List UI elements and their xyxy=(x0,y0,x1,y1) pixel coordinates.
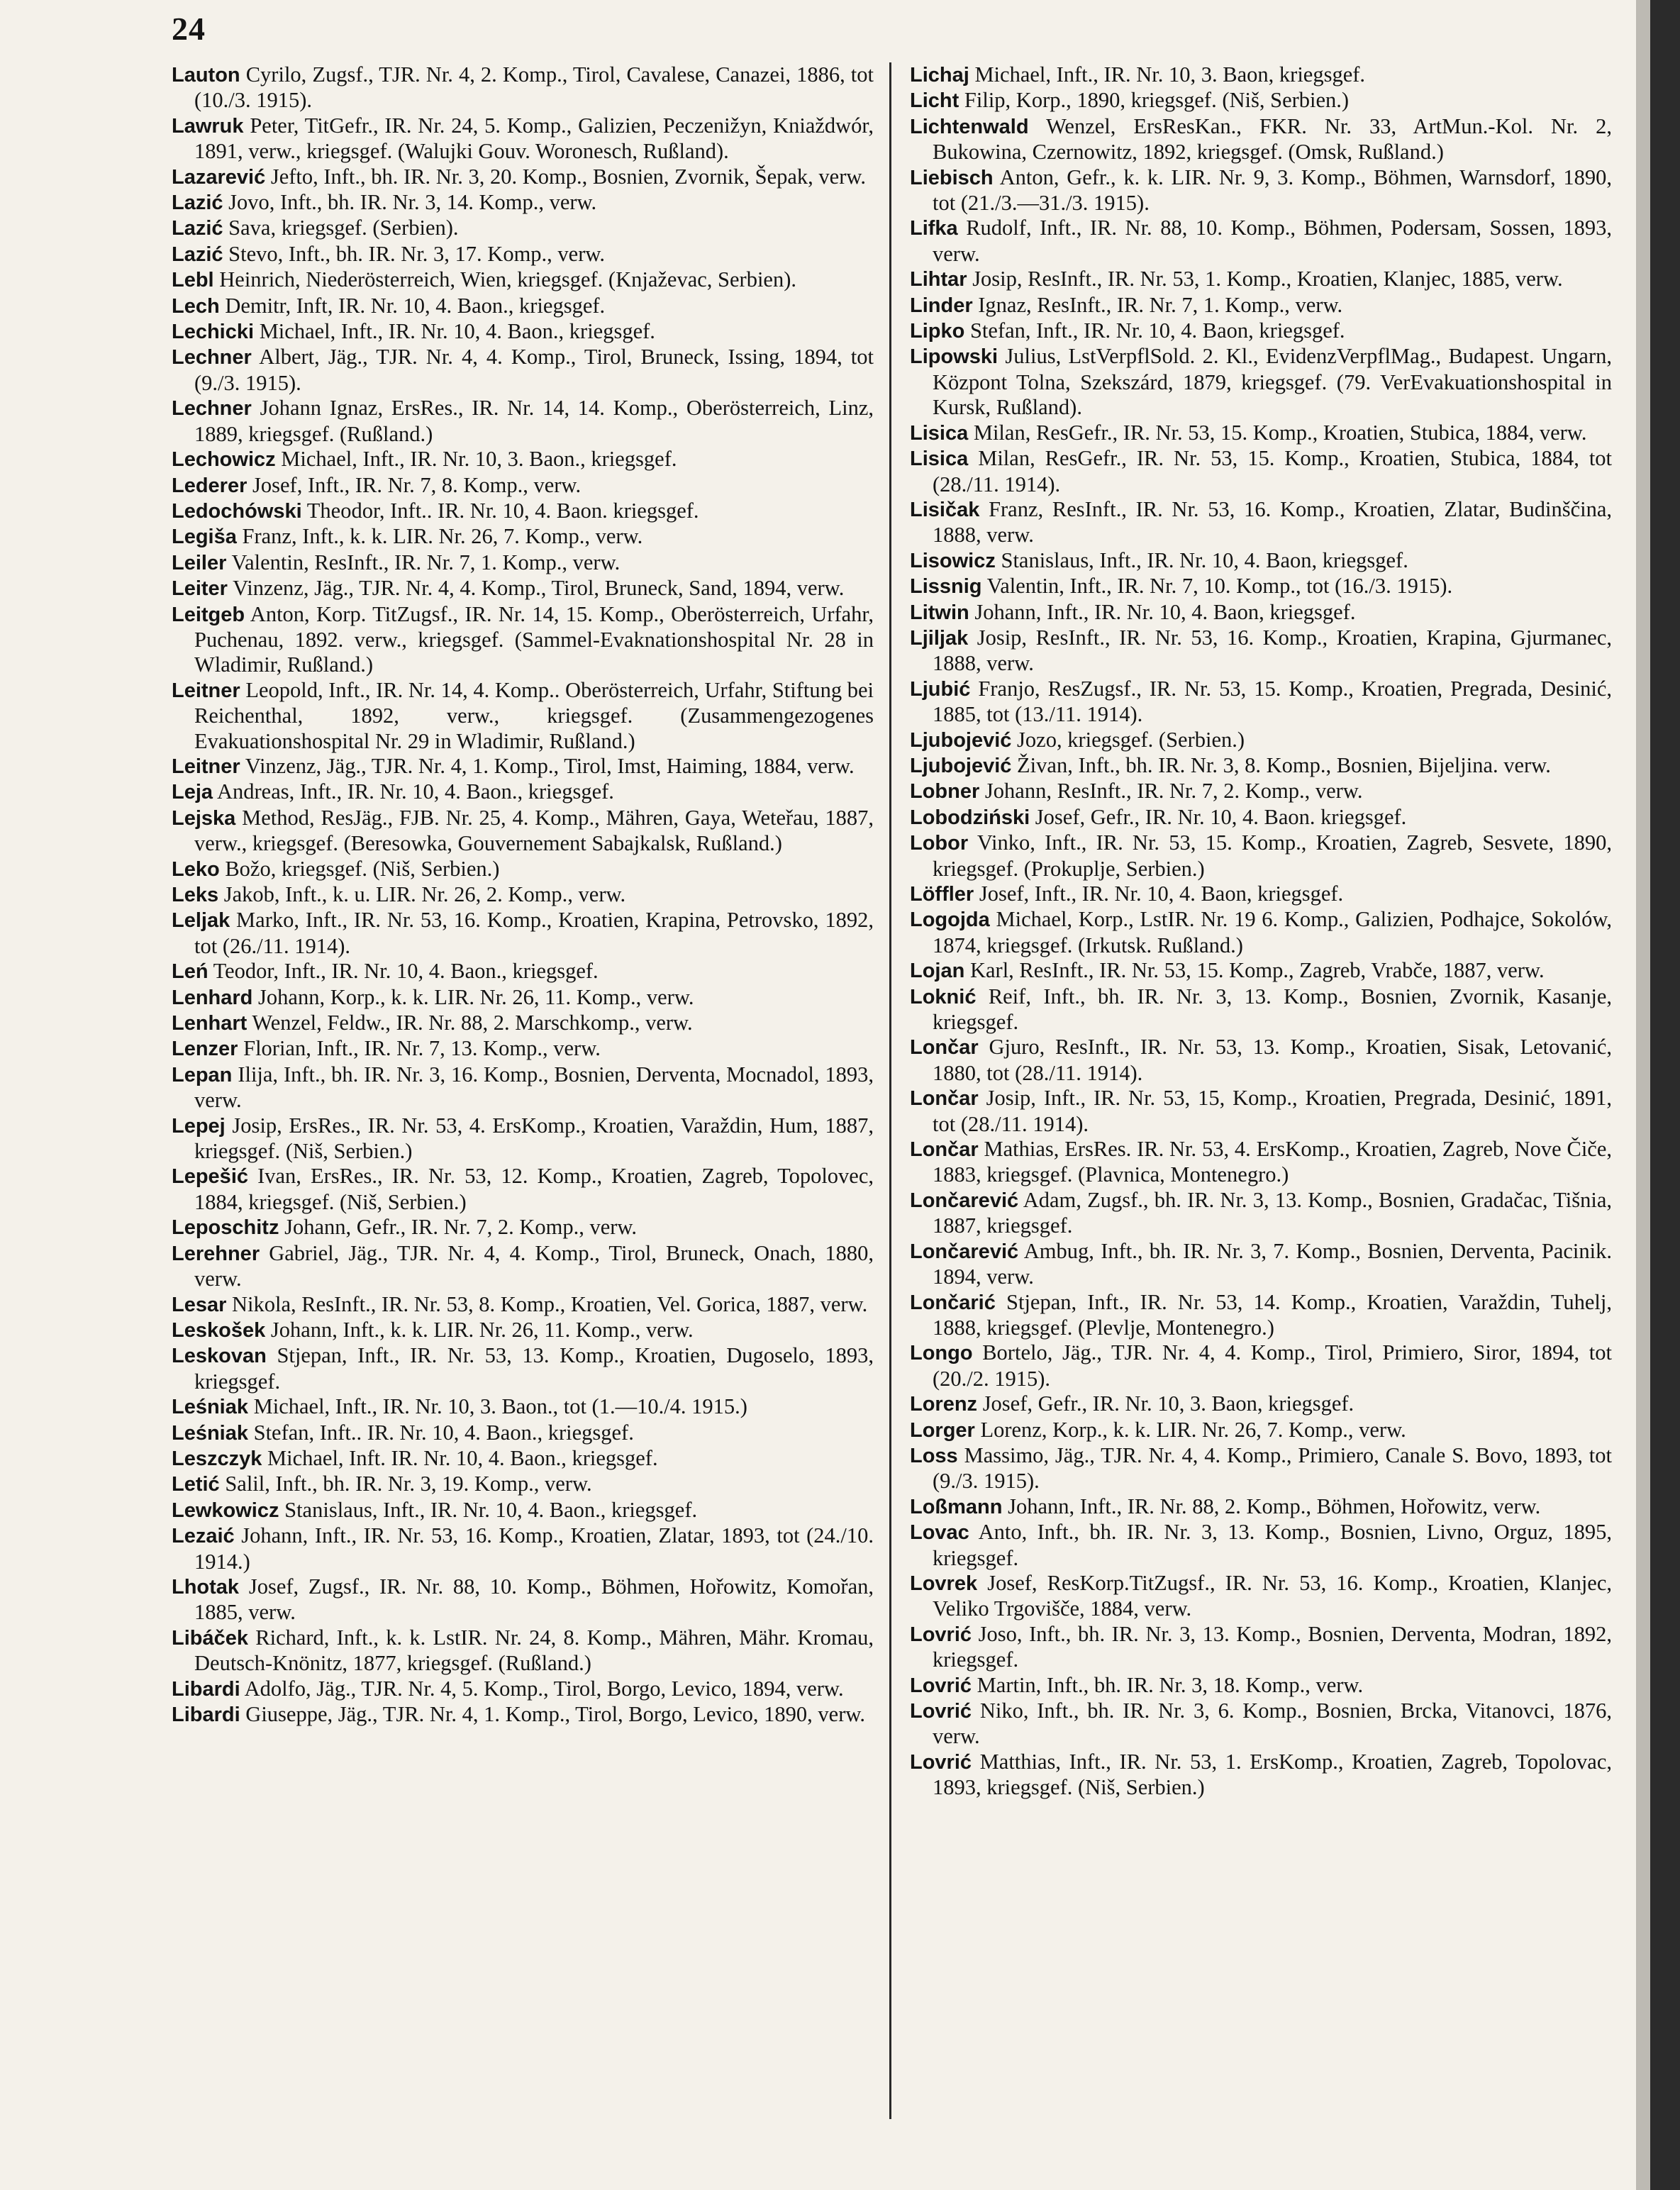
entry-details: Mathias, ErsRes. IR. Nr. 53, 4. ErsKomp., Kroatien, Zagreb, Nove Čiče, 1883, kriegsgef. (Plavnica, Montenegro.) xyxy=(933,1137,1612,1187)
list-entry xyxy=(172,319,874,345)
entry-surname: Letić xyxy=(172,1473,220,1496)
entry-surname: Leiter xyxy=(172,577,228,601)
list-entry xyxy=(172,396,874,447)
entry-surname: Lojan xyxy=(910,960,965,983)
list-entry xyxy=(910,1340,1612,1391)
entry-surname: Lauton xyxy=(172,64,240,87)
entry-details: Demitr, Inft, IR. Nr. 10, 4. Baon., kriegsgef. xyxy=(225,293,606,318)
entry-surname: Lovac xyxy=(910,1521,969,1545)
entry-details: Niko, Inft., bh. IR. Nr. 3, 6. Komp., Bosnien, Brcka, Vitanovci, 1876, verw. xyxy=(933,1699,1613,1749)
entry-details: Stanislaus, Inft., IR. Nr. 10, 4. Baon., kriegsgef. xyxy=(284,1497,698,1522)
entry-surname: Legiša xyxy=(172,526,237,549)
list-entry xyxy=(172,602,874,678)
entry-surname: Leljak xyxy=(172,909,230,933)
list-entry xyxy=(910,421,1612,446)
entry-details: Johann, Inft., k. k. LIR. Nr. 26, 11. Komp., verw. xyxy=(270,1317,694,1342)
entry-surname: Lazić xyxy=(172,243,223,266)
entry-surname: Lerehner xyxy=(172,1242,260,1265)
list-entry xyxy=(910,267,1612,292)
entry-surname: Lepešić xyxy=(172,1165,248,1189)
entry-surname: Lorger xyxy=(910,1418,975,1442)
entry-details: Johann, Korp., k. k. LIR. Nr. 26, 11. Komp., verw. xyxy=(258,984,694,1009)
entry-details: Andreas, Inft., IR. Nr. 10, 4. Baon., kriegsgef. xyxy=(216,779,614,804)
list-entry xyxy=(172,294,874,319)
list-entry xyxy=(910,1494,1612,1520)
list-entry xyxy=(910,1443,1612,1494)
list-entry xyxy=(172,1113,874,1165)
list-entry xyxy=(172,1523,874,1574)
entry-details: Teodor, Inft., IR. Nr. 10, 4. Baon., kriegsgef. xyxy=(213,959,599,984)
entry-details: Valentin, Inft., IR. Nr. 7, 10. Komp., tot (16./3. 1915). xyxy=(986,574,1453,599)
entry-details: Ambug, Inft., bh. IR. Nr. 3, 7. Komp., Bosnien, Derventa, Pacinik. 1894, verw. xyxy=(933,1238,1613,1289)
list-entry xyxy=(910,984,1612,1035)
list-entry xyxy=(910,907,1612,958)
entry-surname: Lechicki xyxy=(172,321,255,344)
entry-details: Stefan, Inft., IR. Nr. 10, 4. Baon, kriegsgef. xyxy=(969,318,1345,343)
list-entry xyxy=(172,1498,874,1523)
list-entry xyxy=(910,626,1612,677)
entry-details: Karl, ResInft., IR. Nr. 53, 15. Komp., Zagreb, Vrabče, 1887, verw. xyxy=(969,958,1545,983)
entry-surname: Lechner xyxy=(172,397,252,421)
list-entry xyxy=(910,728,1612,753)
entry-surname: Libáček xyxy=(172,1626,248,1650)
list-entry xyxy=(910,293,1612,318)
entry-surname: Lončarić xyxy=(910,1291,996,1314)
entry-surname: Lobner xyxy=(910,780,980,804)
entry-details: Milan, ResGefr., IR. Nr. 53, 15. Komp., Kroatien, Stubica, 1884, tot (28./11. 1914). xyxy=(933,446,1613,496)
entry-details: Stefan, Inft.. IR. Nr. 10, 4. Baon., kriegsgef. xyxy=(253,1420,634,1445)
entry-details: Vinzenz, Jäg., TJR. Nr. 4, 4. Komp., Tirol, Bruneck, Sand, 1894, verw. xyxy=(233,576,845,601)
entry-details: Anton, Korp. TitZugsf., IR. Nr. 14, 15. Komp., Oberösterreich, Urfahr, Puchenau, 1892. verw., kriegsgef. (Sammel-Evaknationshospital Nr. 28 in Wladimir, Rußland.) xyxy=(194,601,874,677)
entry-details: Ignaz, ResInft., IR. Nr. 7, 1. Komp., verw. xyxy=(978,292,1343,317)
list-entry xyxy=(172,550,874,576)
entry-details: Stjepan, Inft., IR. Nr. 53, 14. Komp., Kroatien, Varaždin, Tuhelj, 1888, kriegsgef. (Plevlje, Montenegro.) xyxy=(933,1289,1613,1340)
list-entry xyxy=(172,473,874,499)
entry-surname: Lissnig xyxy=(910,575,982,599)
entry-surname: Lenzer xyxy=(172,1038,238,1061)
entry-surname: Loss xyxy=(910,1444,958,1467)
entry-surname: Lončar xyxy=(910,1036,979,1060)
entry-surname: Lazić xyxy=(172,217,223,240)
list-entry xyxy=(172,62,874,113)
left-column xyxy=(172,62,874,1728)
list-entry xyxy=(172,1164,874,1215)
list-entry xyxy=(910,88,1612,113)
entry-surname: Lewkowicz xyxy=(172,1499,279,1522)
entry-surname: Libardi xyxy=(172,1677,240,1701)
entry-details: Johann, Inft., IR. Nr. 88, 2. Komp., Böhmen, Hořowitz, verw. xyxy=(1008,1494,1541,1518)
entry-details: Jefto, Inft., bh. IR. Nr. 3, 20. Komp., Bosnien, Zvornik, Šepak, verw. xyxy=(270,164,867,189)
list-entry xyxy=(910,1035,1612,1086)
entry-details: Johann, Gefr., IR. Nr. 7, 2. Komp., verw. xyxy=(284,1215,638,1240)
list-entry xyxy=(910,779,1612,804)
list-entry xyxy=(910,1418,1612,1443)
entry-details: Bortelo, Jäg., TJR. Nr. 4, 4. Komp., Tirol, Primiero, Siror, 1894, tot (20./2. 1915). xyxy=(933,1340,1613,1391)
entry-details: Božo, kriegsgef. (Niš, Serbien.) xyxy=(225,856,500,881)
entry-surname: Lepan xyxy=(172,1063,233,1086)
entry-surname: Lhotak xyxy=(172,1575,240,1599)
entry-details: Martin, Inft., bh. IR. Nr. 3, 18. Komp., verw. xyxy=(977,1672,1364,1697)
entry-surname: Lechowicz xyxy=(172,448,276,472)
list-entry xyxy=(172,499,874,524)
entry-details: Johann, Inft., IR. Nr. 10, 4. Baon, kriegsgef. xyxy=(974,599,1356,624)
entry-surname: Lobor xyxy=(910,832,969,855)
column-divider xyxy=(889,62,891,2119)
list-entry xyxy=(172,1215,874,1240)
entry-details: Jovo, Inft., bh. IR. Nr. 3, 14. Komp., verw. xyxy=(228,190,597,215)
list-entry xyxy=(910,1520,1612,1571)
entry-details: Josip, Inft., IR. Nr. 53, 15, Komp., Kroatien, Pregrada, Desinić, 1891, tot (28./11. 1914). xyxy=(933,1086,1613,1136)
list-entry xyxy=(172,1394,874,1420)
entry-details: Valentin, ResInft., IR. Nr. 7, 1. Komp., verw. xyxy=(231,550,621,574)
list-entry xyxy=(910,1622,1612,1673)
list-entry xyxy=(172,1677,874,1702)
entry-surname: Leiler xyxy=(172,551,227,574)
entry-details: Wenzel, Feldw., IR. Nr. 88, 2. Marschkomp., verw. xyxy=(252,1011,693,1035)
page-edge-shadow xyxy=(1636,0,1650,2190)
list-entry xyxy=(172,908,874,959)
entry-details: Rudolf, Inft., IR. Nr. 88, 10. Komp., Böhmen, Podersam, Sossen, 1893, verw. xyxy=(933,216,1612,266)
list-entry xyxy=(910,958,1612,984)
entry-details: Franz, ResInft., IR. Nr. 53, 16. Komp., Kroatien, Zlatar, Budinščina, 1888, verw. xyxy=(933,496,1612,548)
entry-surname: Loßmann xyxy=(910,1495,1003,1518)
entry-surname: Lifka xyxy=(910,217,958,240)
entry-surname: Lebl xyxy=(172,269,214,292)
entry-surname: Lenhart xyxy=(172,1012,247,1035)
list-entry xyxy=(172,1062,874,1113)
entry-details: Anton, Gefr., k. k. LIR. Nr. 9, 3. Komp., Böhmen, Warnsdorf, 1890, tot (21./3.—31./3. 1915). xyxy=(933,165,1612,216)
entry-details: Adolfo, Jäg., TJR. Nr. 4, 5. Komp., Tirol, Borgo, Levico, 1894, verw. xyxy=(244,1676,844,1701)
entry-surname: Longo xyxy=(910,1342,973,1365)
list-entry xyxy=(172,345,874,396)
entry-details: Sava, kriegsgef. (Serbien). xyxy=(228,216,459,240)
entry-surname: Lezaić xyxy=(172,1525,235,1548)
entry-surname: Lederer xyxy=(172,474,247,497)
entry-details: Michael, Inft., IR. Nr. 10, 3. Baon., kriegsgef. xyxy=(281,447,677,472)
entry-details: Franjo, ResZugsf., IR. Nr. 53, 15. Komp., Kroatien, Pregrada, Desinić, 1885, tot (13./11. 1914). xyxy=(933,676,1612,727)
list-entry xyxy=(172,216,874,241)
entry-details: Josef, Inft., IR. Nr. 10, 4. Baon, kriegsgef. xyxy=(979,882,1344,906)
entry-surname: Lihtar xyxy=(910,268,967,291)
entry-details: Stevo, Inft., bh. IR. Nr. 3, 17. Komp., verw. xyxy=(228,241,606,266)
entry-surname: Leja xyxy=(172,781,213,804)
right-column xyxy=(910,62,1612,1801)
entry-details: Živan, Inft., bh. IR. Nr. 3, 8. Komp., Bosnien, Bijeljina. verw. xyxy=(1017,752,1551,777)
list-entry xyxy=(172,1421,874,1446)
list-entry xyxy=(172,524,874,550)
entry-surname: Leskovan xyxy=(172,1345,267,1368)
entry-details: Johann, Inft., IR. Nr. 53, 16. Komp., Kroatien, Zlatar, 1893, tot (24./10. 1914.) xyxy=(194,1523,874,1574)
entry-details: Salil, Inft., bh. IR. Nr. 3, 19. Komp., verw. xyxy=(225,1472,592,1496)
list-entry xyxy=(172,1011,874,1036)
entry-details: Michael, Inft., IR. Nr. 10, 4. Baon., kriegsgef. xyxy=(259,319,655,344)
entry-surname: Lovrić xyxy=(910,1674,972,1697)
list-entry xyxy=(910,1188,1612,1239)
entry-details: Vinko, Inft., IR. Nr. 53, 15. Komp., Kroatien, Zagreb, Sesvete, 1890, kriegsgef. (Prokuplje, Serbien.) xyxy=(933,830,1612,881)
entry-details: Jozo, kriegsgef. (Serbien.) xyxy=(1017,727,1245,752)
entry-details: Joso, Inft., bh. IR. Nr. 3, 13. Komp., Bosnien, Derventa, Modran, 1892, kriegsgef. xyxy=(933,1621,1612,1672)
entry-details: Lorenz, Korp., k. k. LIR. Nr. 26, 7. Komp., verw. xyxy=(980,1417,1406,1442)
entry-details: Michael, Inft., IR. Nr. 10, 3. Baon, kriegsgef. xyxy=(974,62,1366,87)
entry-surname: Lisica xyxy=(910,421,969,445)
list-entry xyxy=(910,548,1612,574)
entry-surname: Lisičak xyxy=(910,498,980,521)
list-entry xyxy=(172,447,874,472)
list-entry xyxy=(910,830,1612,882)
list-entry xyxy=(172,959,874,984)
entry-details: Johann, ResInft., IR. Nr. 7, 2. Komp., verw. xyxy=(984,779,1363,804)
entry-details: Josef, Inft., IR. Nr. 7, 8. Komp., verw. xyxy=(252,472,582,497)
list-entry xyxy=(172,1446,874,1472)
entry-surname: Lawruk xyxy=(172,114,244,138)
entry-surname: Leitgeb xyxy=(172,603,245,626)
list-entry xyxy=(172,1574,874,1625)
list-entry xyxy=(172,576,874,601)
entry-details: Josip, ResInft., IR. Nr. 53, 16. Komp., Kroatien, Krapina, Gjurmanec, 1888, verw. xyxy=(933,625,1612,676)
entry-surname: Leskošek xyxy=(172,1318,266,1342)
list-entry xyxy=(910,600,1612,626)
list-entry xyxy=(910,1673,1612,1699)
list-entry xyxy=(172,1625,874,1677)
list-entry xyxy=(172,165,874,190)
entry-details: Wenzel, ErsResKan., FKR. Nr. 33, ArtMun.-Kol. Nr. 2, Bukowina, Czernowitz, 1892, kriegsgef. (Omsk, Rußland.) xyxy=(933,113,1613,165)
list-entry xyxy=(910,1290,1612,1341)
entry-surname: Lesar xyxy=(172,1293,227,1316)
entry-details: Milan, ResGefr., IR. Nr. 53, 15. Komp., Kroatien, Stubica, 1884, verw. xyxy=(973,420,1587,445)
entry-surname: Loknić xyxy=(910,985,977,1008)
entry-details: Theodor, Inft.. IR. Nr. 10, 4. Baon. kriegsgef. xyxy=(306,498,699,523)
entry-details: Franz, Inft., k. k. LIR. Nr. 26, 7. Komp., verw. xyxy=(242,524,643,549)
entry-surname: Lepej xyxy=(172,1114,226,1138)
entry-surname: Leszczyk xyxy=(172,1447,262,1470)
list-entry xyxy=(172,1702,874,1728)
list-entry xyxy=(172,985,874,1011)
list-entry xyxy=(172,267,874,293)
entry-surname: Lovrić xyxy=(910,1700,972,1723)
page-number: 24 xyxy=(172,11,206,47)
list-entry xyxy=(172,678,874,754)
entry-surname: Leposchitz xyxy=(172,1216,279,1240)
entry-surname: Licht xyxy=(910,89,959,113)
entry-surname: Leń xyxy=(172,960,208,984)
list-entry xyxy=(910,1699,1612,1750)
list-entry xyxy=(910,216,1612,267)
list-entry xyxy=(172,190,874,216)
entry-surname: Lechner xyxy=(172,346,252,369)
entry-details: Matthias, Inft., IR. Nr. 53, 1. ErsKomp., Kroatien, Zagreb, Topolovac, 1893, kriegsgef. (Niš, Serbien.) xyxy=(933,1749,1612,1800)
list-entry xyxy=(910,574,1612,599)
entry-surname: Leitner xyxy=(172,679,240,702)
entry-details: Josip, ResInft., IR. Nr. 53, 1. Komp., Kroatien, Klanjec, 1885, verw. xyxy=(972,267,1563,291)
entry-details: Peter, TitGefr., IR. Nr. 24, 5. Komp., Galizien, Peczenižyn, Kniaždwór, 1891, verw., kriegsgef. (Walujki Gouv. Woronesch, Rußland). xyxy=(194,113,874,164)
entry-surname: Leko xyxy=(172,857,220,881)
entry-details: Adam, Zugsf., bh. IR. Nr. 3, 13. Komp., Bosnien, Gradačac, Tišnia, 1887, kriegsgef. xyxy=(933,1187,1612,1238)
entry-details: Nikola, ResInft., IR. Nr. 53, 8. Komp., Kroatien, Vel. Gorica, 1887, verw. xyxy=(232,1291,868,1316)
entry-surname: Lazarević xyxy=(172,165,266,189)
entry-details: Vinzenz, Jäg., TJR. Nr. 4, 1. Komp., Tirol, Imst, Haiming, 1884, verw. xyxy=(245,753,855,778)
list-entry xyxy=(910,1086,1612,1137)
list-entry xyxy=(910,165,1612,216)
list-entry xyxy=(910,344,1612,420)
entry-details: Marko, Inft., IR. Nr. 53, 16. Komp., Kroatien, Krapina, Petrovsko, 1892, tot (26./11. 1914). xyxy=(194,908,874,958)
entry-details: Michael, Korp., LstIR. Nr. 19 6. Komp., Galizien, Podhajce, Sokolów, 1874, kriegsgef. (Irkutsk. Rußland.) xyxy=(933,907,1612,957)
entry-details: Florian, Inft., IR. Nr. 7, 13. Komp., verw. xyxy=(243,1036,601,1061)
entry-surname: Lončarević xyxy=(910,1189,1019,1212)
entry-details: Julius, LstVerpflSold. 2. Kl., EvidenzVerpflMag., Budapest. Ungarn, Központ Tolna, Szekszárd, 1879, kriegsgef. (79. VerEvakuationshospital in Kursk, Rußland). xyxy=(933,344,1612,420)
list-entry xyxy=(910,446,1612,497)
entry-details: Jakob, Inft., k. u. LIR. Nr. 26, 2. Komp., verw. xyxy=(223,882,626,906)
entry-surname: Lovrek xyxy=(910,1572,978,1595)
entry-details: Ivan, ErsRes., IR. Nr. 53, 12. Komp., Kroatien, Zagreb, Topolovec, 1884, kriegsgef. (Niš, Serbien.) xyxy=(194,1164,874,1214)
entry-surname: Liebisch xyxy=(910,166,994,189)
entry-surname: Leśniak xyxy=(172,1396,248,1419)
entry-details: Josip, ErsRes., IR. Nr. 53, 4. ErsKomp., Kroatien, Varaždin, Hum, 1887, kriegsgef. (Niš, Serbien.) xyxy=(194,1113,874,1164)
entry-details: Heinrich, Niederösterreich, Wien, kriegsgef. (Knjaževac, Serbien). xyxy=(219,267,796,292)
entry-surname: Lovrić xyxy=(910,1623,972,1646)
entry-details: Michael, Inft. IR. Nr. 10, 4. Baon., kriegsgef. xyxy=(267,1445,658,1470)
entry-details: Josef, ResKorp.TitZugsf., IR. Nr. 53, 16. Komp., Kroatien, Klanjec, Veliko Trgovišče, 1884, verw. xyxy=(933,1570,1612,1621)
entry-surname: Lorenz xyxy=(910,1393,978,1416)
entry-surname: Leśniak xyxy=(172,1421,248,1445)
list-entry xyxy=(910,497,1612,548)
list-entry xyxy=(910,1391,1612,1417)
entry-surname: Leitner xyxy=(172,755,240,778)
entry-surname: Ljubojević xyxy=(910,728,1012,752)
entry-details: Anto, Inft., bh. IR. Nr. 3, 13. Komp., Bosnien, Livno, Orguz, 1895, kriegsgef. xyxy=(933,1520,1612,1570)
list-entry xyxy=(172,1292,874,1318)
entry-details: Reif, Inft., bh. IR. Nr. 3, 13. Komp., Bosnien, Zvornik, Kasanje, kriegsgef. xyxy=(933,984,1613,1035)
entry-surname: Lazić xyxy=(172,191,223,215)
entry-surname: Lončarević xyxy=(910,1240,1019,1263)
entry-details: Cyrilo, Zugsf., TJR. Nr. 4, 2. Komp., Tirol, Cavalese, Canazei, 1886, tot (10./3. 1915). xyxy=(194,62,874,113)
list-entry xyxy=(172,1318,874,1343)
entry-surname: Leks xyxy=(172,884,219,906)
entry-details: Josef, Gefr., IR. Nr. 10, 4. Baon. kriegsgef. xyxy=(1035,804,1407,829)
list-entry xyxy=(910,753,1612,779)
entry-surname: Lončar xyxy=(910,1138,979,1162)
entry-details: Giuseppe, Jäg., TJR. Nr. 4, 1. Komp., Tirol, Borgo, Levico, 1890, verw. xyxy=(245,1702,866,1726)
entry-details: Johann Ignaz, ErsRes., IR. Nr. 14, 14. Komp., Oberösterreich, Linz, 1889, kriegsgef. (Rußland.) xyxy=(194,396,874,446)
entry-surname: Lichtenwald xyxy=(910,115,1029,138)
entry-details: Stjepan, Inft., IR. Nr. 53, 13. Komp., Kroatien, Dugoselo, 1893, kriegsgef. xyxy=(194,1343,874,1394)
list-entry xyxy=(910,1571,1612,1622)
entry-surname: Lončar xyxy=(910,1087,979,1111)
entry-surname: Ljubojević xyxy=(910,754,1012,777)
entry-surname: Lichaj xyxy=(910,64,969,87)
entry-surname: Ledochówski xyxy=(172,499,302,523)
list-entry xyxy=(172,806,874,857)
entry-surname: Lenhard xyxy=(172,986,253,1009)
list-entry xyxy=(172,882,874,908)
entry-surname: Litwin xyxy=(910,601,969,624)
list-entry xyxy=(910,805,1612,830)
list-entry xyxy=(910,318,1612,344)
entry-surname: Lovrić xyxy=(910,1750,972,1774)
entry-details: Stanislaus, Inft., IR. Nr. 10, 4. Baon, kriegsgef. xyxy=(1001,548,1408,572)
entry-surname: Lisica xyxy=(910,448,969,471)
list-entry xyxy=(172,1343,874,1394)
list-entry xyxy=(172,779,874,805)
entry-details: Richard, Inft., k. k. LstIR. Nr. 24, 8. Komp., Mähren, Mähr. Kromau, Deutsch-Knönitz, 1877, kriegsgef. (Rußland.) xyxy=(194,1625,874,1676)
list-entry xyxy=(172,754,874,779)
entry-details: Massimo, Jäg., TJR. Nr. 4, 4. Komp., Primiero, Canale S. Bovo, 1893, tot (9./3. 1915). xyxy=(933,1443,1612,1494)
entry-surname: Logojda xyxy=(910,908,990,932)
entry-details: Michael, Inft., IR. Nr. 10, 3. Baon., tot (1.—10./4. 1915.) xyxy=(253,1394,747,1419)
entry-details: Albert, Jäg., TJR. Nr. 4, 4. Komp., Tirol, Bruneck, Issing, 1894, tot (9./3. 1915). xyxy=(194,345,874,395)
list-entry xyxy=(910,677,1612,728)
entry-details: Method, ResJäg., FJB. Nr. 25, 4. Komp., Mähren, Gaya, Weteřau, 1887, verw., kriegsgef. (Beresowka, Gouvernement Sabajkalsk, Rußland.) xyxy=(194,805,874,856)
list-entry xyxy=(910,1239,1612,1290)
list-entry xyxy=(172,1036,874,1062)
entry-details: Ilija, Inft., bh. IR. Nr. 3, 16. Komp., Bosnien, Derventa, Mocnadol, 1893, verw. xyxy=(194,1062,874,1113)
entry-surname: Lipowski xyxy=(910,345,998,369)
entry-details: Gabriel, Jäg., TJR. Nr. 4, 4. Komp., Tirol, Bruneck, Onach, 1880, verw. xyxy=(194,1240,874,1291)
entry-surname: Löffler xyxy=(910,883,974,906)
entry-details: Leopold, Inft., IR. Nr. 14, 4. Komp.. Oberösterreich, Urfahr, Stiftung bei Reichenthal, 1892, verw., kriegsgef. (Zusammengezogenes Evakuationshospital Nr. 29 in Wladimir, Rußland.) xyxy=(194,677,874,753)
entry-details: Josef, Zugsf., IR. Nr. 88, 10. Komp., Böhmen, Hořowitz, Komořan, 1885, verw. xyxy=(194,1574,874,1625)
list-entry xyxy=(910,114,1612,165)
list-entry xyxy=(172,857,874,882)
entry-surname: Ljiljak xyxy=(910,626,969,650)
entry-surname: Lipko xyxy=(910,320,965,343)
entry-surname: Linder xyxy=(910,294,973,317)
entry-surname: Lisowicz xyxy=(910,549,996,572)
entry-surname: Lobodziński xyxy=(910,806,1030,829)
entry-surname: Lech xyxy=(172,294,220,318)
entry-details: Filip, Korp., 1890, kriegsgef. (Niš, Serbien.) xyxy=(964,88,1350,113)
entry-details: Josef, Gefr., IR. Nr. 10, 3. Baon, kriegsgef. xyxy=(982,1391,1354,1416)
list-entry xyxy=(172,1472,874,1497)
entry-surname: Libardi xyxy=(172,1703,240,1726)
entry-surname: Lejska xyxy=(172,806,236,830)
entry-surname: Ljubić xyxy=(910,677,971,701)
list-entry xyxy=(172,113,874,165)
entry-details: Gjuro, ResInft., IR. Nr. 53, 13. Komp., Kroatien, Sisak, Letovanić, 1880, tot (28./11. 1914). xyxy=(933,1035,1613,1085)
list-entry xyxy=(910,882,1612,907)
list-entry xyxy=(910,1137,1612,1188)
list-entry xyxy=(172,1241,874,1292)
list-entry xyxy=(910,62,1612,88)
page-edge xyxy=(1650,0,1680,2190)
list-entry xyxy=(172,242,874,267)
list-entry xyxy=(910,1750,1612,1801)
